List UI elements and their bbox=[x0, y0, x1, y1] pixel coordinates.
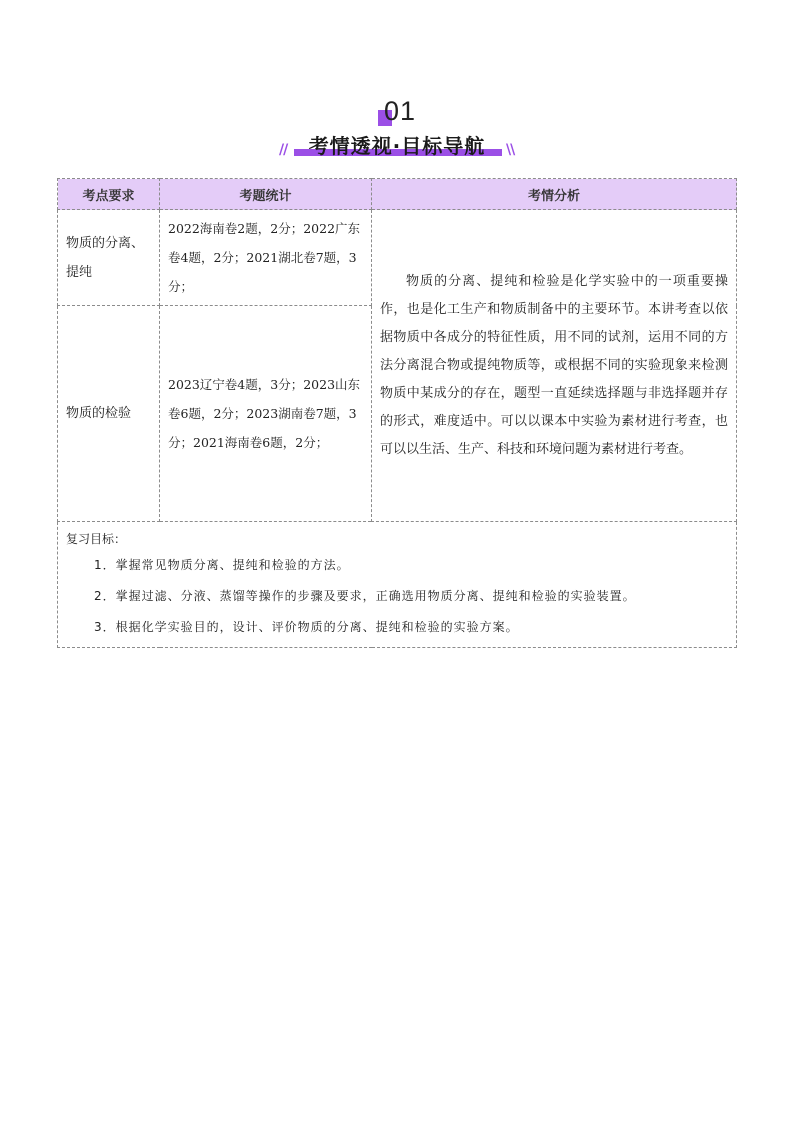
goals-title: 复习目标： bbox=[66, 532, 127, 546]
goals-row bbox=[58, 522, 737, 648]
section-title: 考情透视·目标导航 bbox=[308, 134, 486, 158]
statistics-cell: 2023辽宁卷4题，3分；2023山东卷6题，2分；2023湖南卷7题，3分；2021海南卷6题，2分； bbox=[160, 306, 372, 522]
analysis-cell: 物质的分离、提纯和检验是化学实验中的一项重要操作，也是化工生产和物质制备中的主要环节。本讲考查以依据物质中各成分的特征性质，用不同的试剂，运用不同的方法分离混合物或提纯物质等，或根据不同的实验现象来检测物质中某成分的存在，题型一直延续选择题与非选择题并存的形式，难度适中。可以以课本中实验为素材进行考查，也可以以生活、生产、科技和环境问题为素材进行考查。 bbox=[372, 210, 737, 522]
header-analysis: 考情分析 bbox=[372, 179, 737, 210]
requirement-cell: 物质的分离、提纯 bbox=[58, 210, 160, 306]
exam-analysis-table bbox=[57, 178, 737, 648]
review-goals-cell bbox=[58, 522, 737, 648]
header-statistics: 考题统计 bbox=[160, 179, 372, 210]
requirement-cell: 物质的检验 bbox=[58, 306, 160, 522]
statistics-cell: 2022海南卷2题，2分；2022广东卷4题，2分；2021湖北卷7题，3分； bbox=[160, 210, 372, 306]
table-row bbox=[58, 210, 737, 306]
goal-item: 3．根据化学实验目的，设计、评价物质的分离、提纯和检验的实验方案。 bbox=[94, 620, 519, 634]
table-header-row bbox=[58, 179, 737, 210]
goal-item: 2．掌握过滤、分液、蒸馏等操作的步骤及要求，正确选用物质分离、提纯和检验的实验装置。 bbox=[94, 589, 636, 603]
section-number bbox=[378, 98, 418, 128]
right-slash-decoration: \\ bbox=[506, 142, 515, 158]
header-requirement: 考点要求 bbox=[58, 179, 160, 210]
section-header bbox=[0, 92, 794, 162]
left-slash-decoration: // bbox=[279, 142, 288, 158]
goal-item: 1．掌握常见物质分离、提纯和检验的方法。 bbox=[94, 558, 350, 572]
section-number-text: 01 bbox=[384, 96, 417, 126]
